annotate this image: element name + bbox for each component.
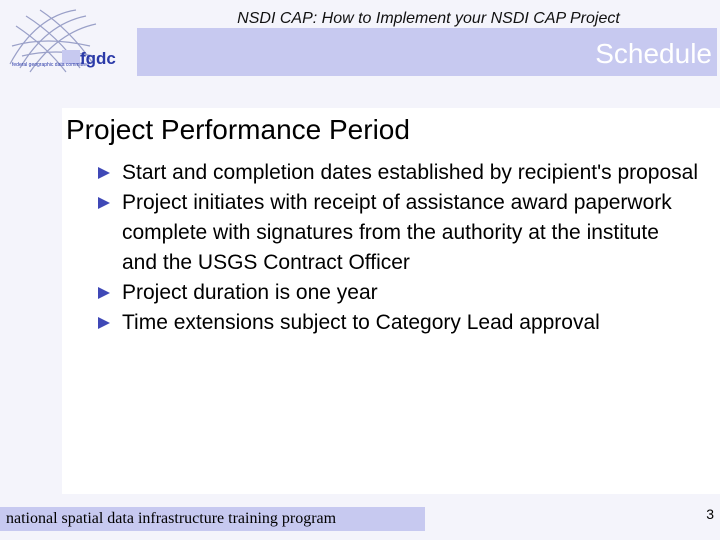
fgdc-logo <box>6 6 134 76</box>
bullet-text: Project duration is one year <box>122 281 378 304</box>
header-title: NSDI CAP: How to Implement your NSDI CAP Project <box>237 10 620 27</box>
section-title: Schedule <box>595 38 712 69</box>
bullet-arrow-icon <box>98 317 110 329</box>
logo-text: fgdc <box>80 49 116 68</box>
bullet-item <box>98 308 698 338</box>
bullet-item <box>98 158 698 188</box>
bullet-arrow-icon <box>98 167 110 179</box>
bullet-arrow-icon <box>98 287 110 299</box>
bullet-text: Time extensions subject to Category Lead approval <box>122 311 600 334</box>
bullet-item <box>98 188 698 278</box>
page-number: 3 <box>706 506 714 522</box>
footer-program-text: national spatial data infrastructure training program <box>6 510 337 527</box>
bullet-arrow-icon <box>98 197 110 209</box>
bullet-item <box>98 278 698 308</box>
bullet-list <box>98 158 698 338</box>
bullet-text: Project initiates with receipt of assistance award paperwork complete with signatures from the authority at the institute and the USGS Contract Officer <box>122 191 672 274</box>
globe-grid-logo-icon <box>6 6 134 76</box>
svg-text:federal geographic data commit: federal geographic data committee <box>12 62 89 68</box>
content-heading: Project Performance Period <box>66 114 410 145</box>
bullet-text: Start and completion dates established by recipient's proposal <box>122 161 699 184</box>
